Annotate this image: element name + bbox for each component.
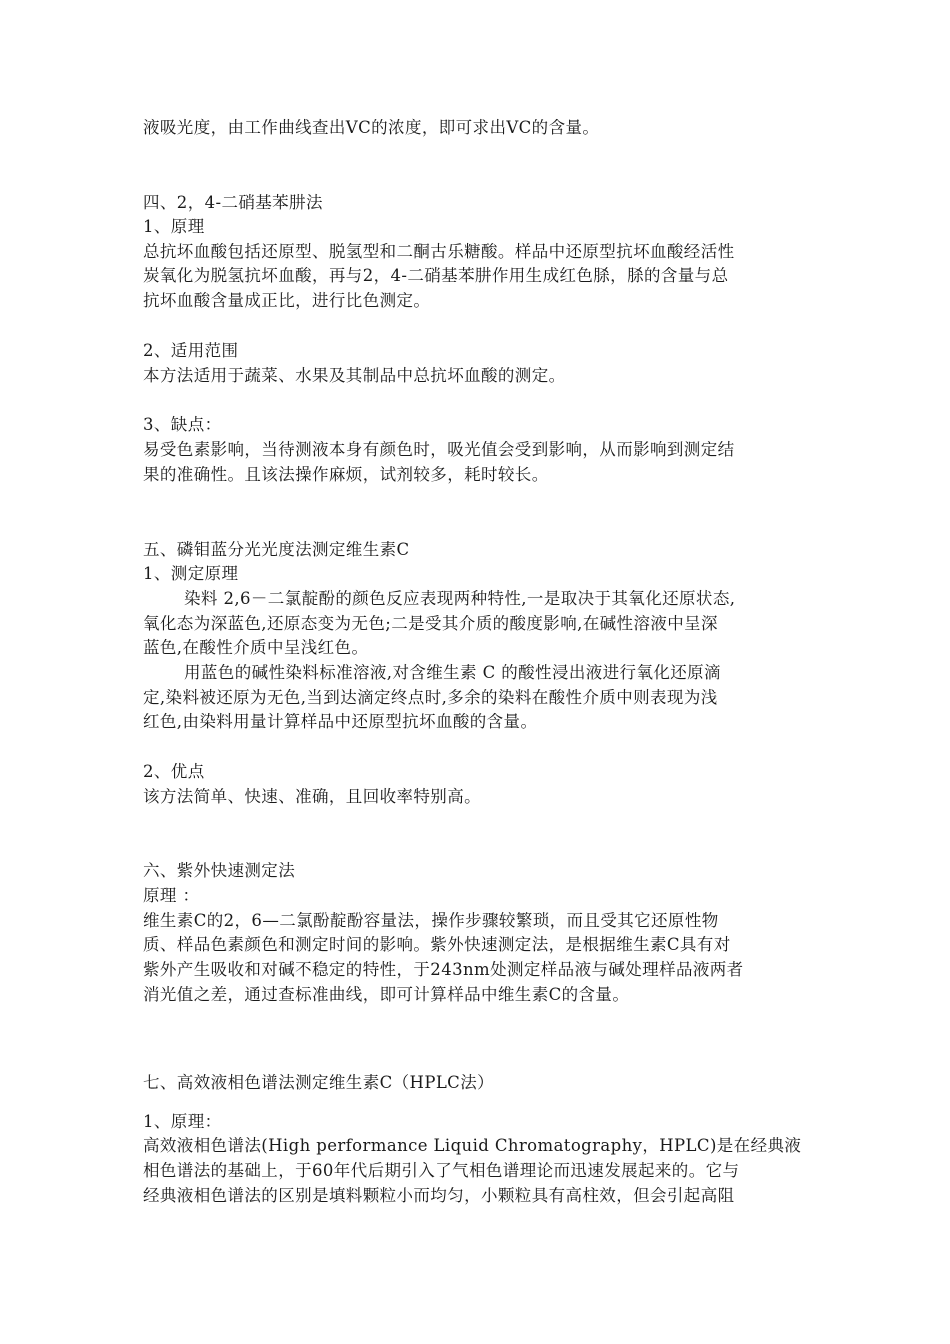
paragraph-line: 液吸光度，由工作曲线查出VC的浓度，即可求出VC的含量。	[143, 118, 600, 137]
paragraph-line: 炭氧化为脱氢抗坏血酸，再与2，4-二硝基苯肼作用生成红色脎，脎的含量与总	[143, 266, 729, 285]
section-heading: 五、磷钼蓝分光光度法测定维生素C	[143, 540, 410, 559]
subsection-heading: 2、优点	[143, 762, 205, 781]
paragraph-line: 消光值之差，通过查标准曲线，即可计算样品中维生素C的含量。	[143, 985, 630, 1004]
subsection-heading: 1、原理	[143, 217, 205, 236]
subsection-heading: 1、原理：	[143, 1112, 222, 1131]
subsection-heading: 3、缺点：	[143, 415, 222, 434]
paragraph-line: 本方法适用于蔬菜、水果及其制品中总抗坏血酸的测定。	[143, 366, 566, 385]
paragraph-line: 红色,由染料用量计算样品中还原型抗坏血酸的含量。	[143, 712, 538, 731]
section-heading: 七、高效液相色谱法测定维生素C（HPLC法）	[143, 1073, 494, 1092]
paragraph-line: 抗坏血酸含量成正比，进行比色测定。	[143, 291, 431, 310]
paragraph-line: 用蓝色的碱性染料标准溶液,对含维生素 C 的酸性浸出液进行氧化还原滴	[184, 663, 721, 682]
paragraph-line: 总抗坏血酸包括还原型、脱氢型和二酮古乐糖酸。样品中还原型抗坏血酸经活性	[143, 242, 735, 261]
paragraph-line: 果的准确性。且该法操作麻烦，试剂较多，耗时较长。	[143, 465, 549, 484]
paragraph-line: 经典液相色谱法的区别是填料颗粒小而均匀，小颗粒具有高柱效，但会引起高阻	[143, 1186, 735, 1205]
paragraph-line: 维生素C的2，6—二氯酚靛酚容量法，操作步骤较繁琐，而且受其它还原性物	[143, 911, 719, 930]
section-heading: 四、2，4-二硝基苯肼法	[143, 193, 323, 212]
subsection-heading: 2、适用范围	[143, 341, 239, 360]
paragraph-line: 高效液相色谱法(High performance Liquid Chromatography，HPLC)是在经典液	[143, 1136, 802, 1155]
paragraph-line: 氧化态为深蓝色,还原态变为无色;二是受其介质的酸度影响,在碱性溶液中呈深	[143, 614, 718, 633]
section-heading: 六、紫外快速测定法	[143, 861, 296, 880]
paragraph-line: 紫外产生吸收和对碱不稳定的特性，于243nm处测定样品液与碱处理样品液两者	[143, 960, 744, 979]
paragraph-line: 蓝色,在酸性介质中呈浅红色。	[143, 638, 369, 657]
subsection-heading: 1、测定原理	[143, 564, 239, 583]
paragraph-line: 该方法简单、快速、准确，且回收率特别高。	[143, 787, 481, 806]
paragraph-line: 易受色素影响，当待测液本身有颜色时，吸光值会受到影响，从而影响到测定结	[143, 440, 735, 459]
subsection-heading: 原理 ：	[143, 886, 200, 905]
paragraph-line: 相色谱法的基础上，于60年代后期引入了气相色谱理论而迅速发展起来的。它与	[143, 1161, 740, 1180]
paragraph-line: 定,染料被还原为无色,当到达滴定终点时,多余的染料在酸性介质中则表现为浅	[143, 688, 718, 707]
paragraph-line: 染料 2,6－二氯靛酚的颜色反应表现两种特性,一是取决于其氧化还原状态,	[184, 589, 736, 608]
paragraph-line: 质、样品色素颜色和测定时间的影响。紫外快速测定法，是根据维生素C具有对	[143, 935, 731, 954]
